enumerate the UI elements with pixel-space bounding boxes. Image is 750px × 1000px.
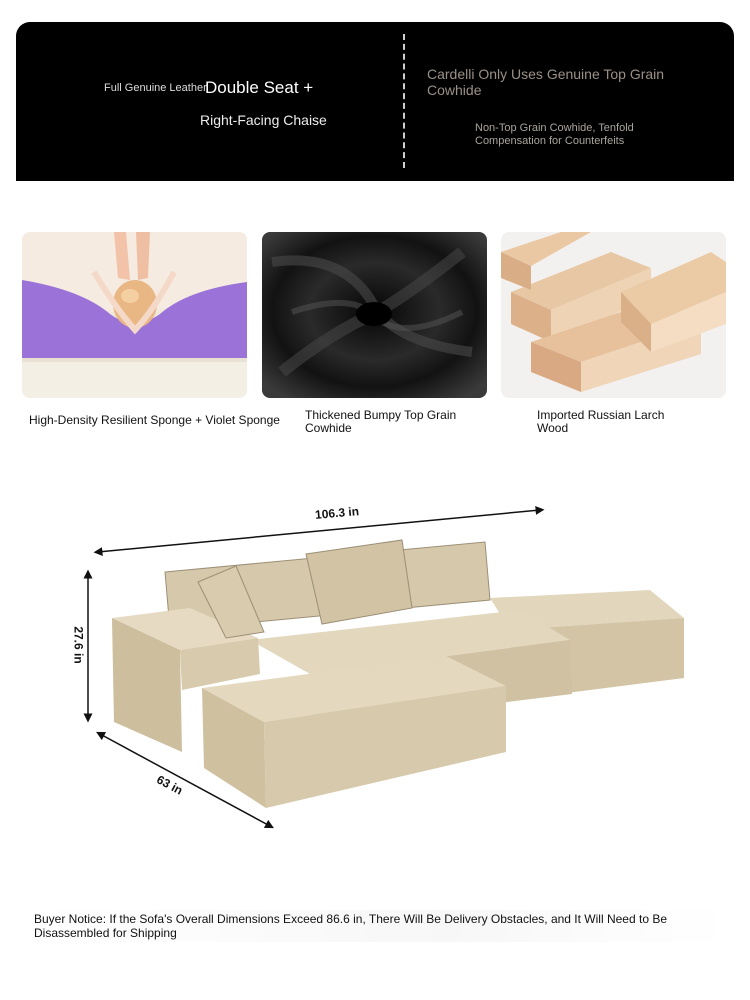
sponge-image	[22, 232, 247, 398]
height-dimension-label: 27.6 in	[71, 626, 86, 664]
banner-subtitle: Right-Facing Chaise	[200, 112, 327, 128]
banner-small-label: Full Genuine Leather	[104, 82, 207, 94]
banner-right-subtitle: Non-Top Grain Cowhide, Tenfold Compensation for Counterfeits	[475, 122, 634, 147]
sofa-diagram	[50, 490, 710, 840]
buyer-notice: Buyer Notice: If the Sofa's Overall Dimensions Exceed 86.6 in, There Will Be Delivery Obstacles, and It Will Need to Be Disassembled for Shipping	[30, 910, 728, 942]
depth-dimension-label: 63 in	[154, 772, 186, 798]
dashed-divider	[403, 34, 405, 168]
wood-caption: Imported Russian Larch Wood	[537, 408, 665, 435]
leather-image	[262, 232, 487, 398]
banner-title: Double Seat +	[205, 78, 314, 97]
sofa-image	[50, 490, 710, 840]
banner-right-title: Cardelli Only Uses Genuine Top Grain Cowhide	[427, 66, 665, 98]
leather-caption: Thickened Bumpy Top Grain Cowhide	[305, 408, 457, 435]
width-dimension-label: 106.3 in	[314, 504, 360, 522]
header-banner	[16, 22, 734, 181]
wood-image	[501, 232, 726, 398]
sponge-caption: High-Density Resilient Sponge + Violet Sponge	[29, 413, 280, 427]
